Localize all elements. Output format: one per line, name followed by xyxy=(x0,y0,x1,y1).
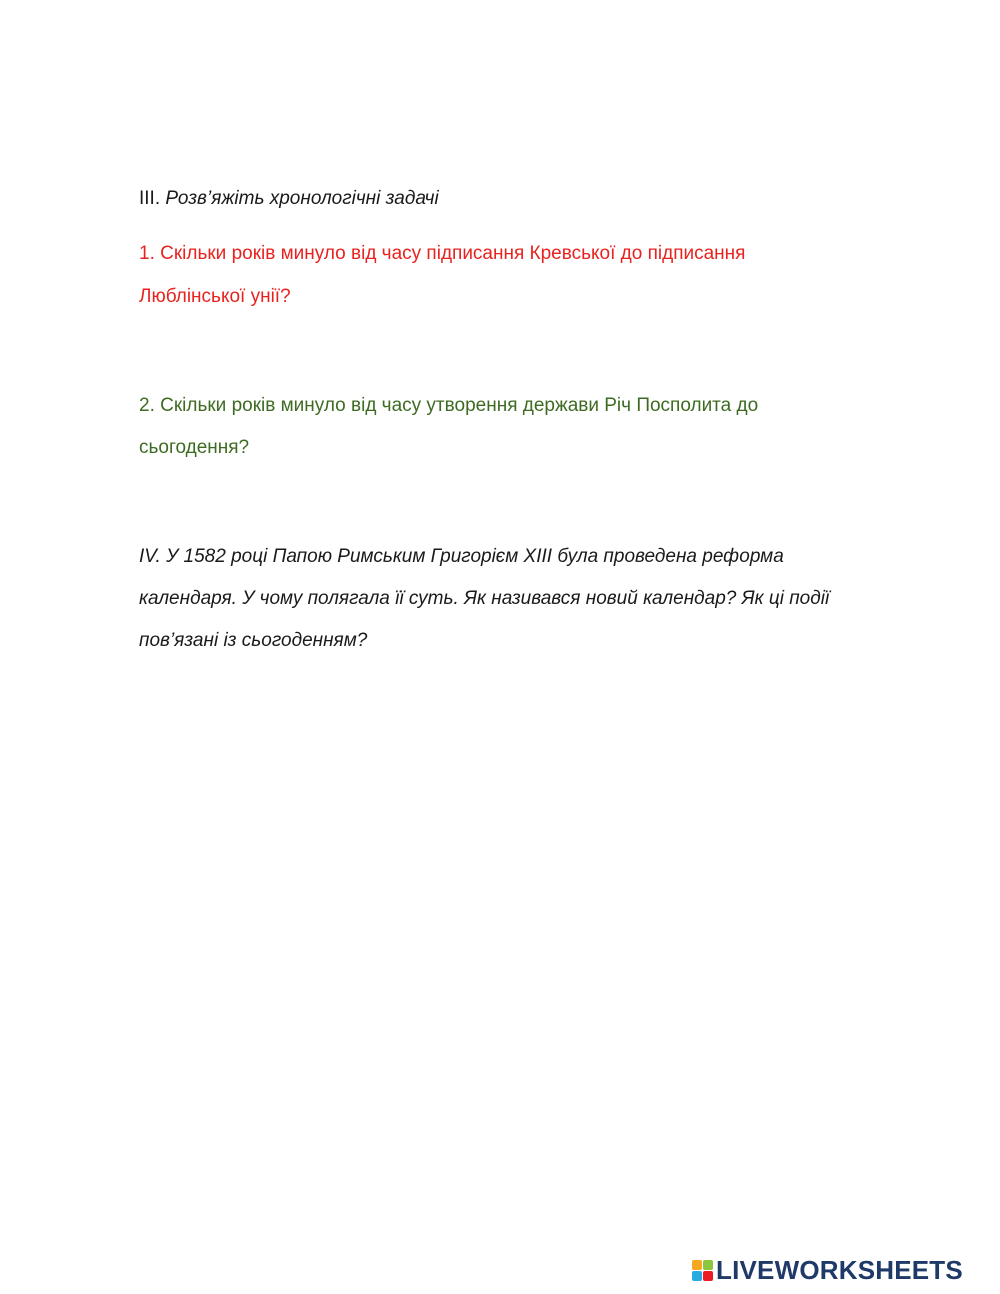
section-3-heading xyxy=(139,187,439,211)
liveworksheets-wordmark: LIVEWORKSHEETS xyxy=(716,1255,963,1285)
task-2-line-1: 2. Скільки років минуло від часу утворення держави Річ Посполита до xyxy=(139,395,759,416)
section-3-title: Розв’яжіть хронологічні задачі xyxy=(165,188,439,209)
task-1-line-2: Люблінської унії? xyxy=(139,286,291,307)
liveworksheets-mark-icon xyxy=(692,1260,713,1281)
liveworksheets-logo xyxy=(692,1255,963,1285)
task-2-line-2: сьогодення? xyxy=(139,437,250,458)
section-4-line-1: IV. У 1582 році Папою Римським Григорієм XIII була проведена реформа xyxy=(139,546,784,567)
task-1-line-1: 1. Скільки років минуло від часу підписання Кревської до підписання xyxy=(139,243,746,264)
section-4-line-3: пов’язані із сьогоденням? xyxy=(139,630,368,651)
section-3-numeral: III. xyxy=(139,188,161,209)
section-4-line-2: календаря. У чому полягала її суть. Як називався новий календар? Як ці події xyxy=(139,588,830,609)
